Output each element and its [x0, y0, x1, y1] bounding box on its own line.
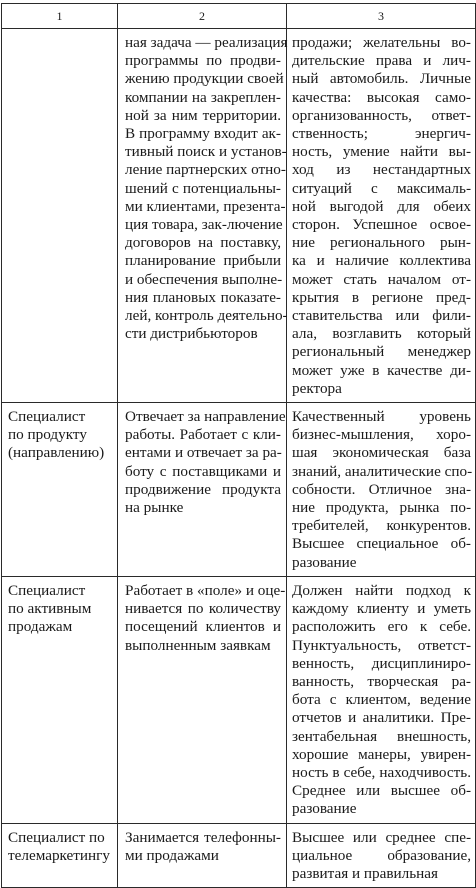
text-line: Среднее или высшее об- [292, 782, 471, 800]
column-header-2: 2 [118, 4, 287, 29]
text-line: боту с поставщиками и [125, 462, 281, 480]
text-line: Высшее или среднее спе- [292, 828, 471, 846]
text-line: жению продукции своей [125, 70, 284, 88]
requirements-cell [287, 823, 476, 888]
text-line: Отвечает за направление [125, 408, 286, 426]
text-line: по продукту [8, 426, 87, 444]
duties-cell [118, 403, 287, 577]
position-name-cell [2, 823, 118, 888]
text-line: Качественный уровень [292, 408, 471, 426]
text-line: Пунктуальность, ответст- [292, 636, 471, 654]
text-line: ния плановых показате- [125, 288, 281, 306]
text-line: шений с потенциальны- [125, 179, 281, 197]
table-row [2, 576, 476, 823]
text-line: региональный менеджер [292, 343, 471, 361]
text-line: ала, возглавить который [292, 325, 471, 343]
text-line: ние регионального рын- [292, 234, 471, 252]
text-line: по активным [8, 600, 92, 618]
text-line: выполненным заявкам [125, 636, 271, 654]
text-line: ление партнерских отно- [125, 161, 286, 179]
text-line: требителей, конкурентов. [292, 517, 471, 535]
text-line: развитая и правильная [292, 864, 439, 882]
column-header-1: 1 [2, 4, 118, 29]
text-line: собности. Отличное зна- [292, 480, 471, 498]
text-line: Занимается телефонны- [125, 828, 281, 846]
text-line: венность, дисциплиниро- [292, 654, 471, 672]
duties-cell [118, 823, 287, 888]
text-line: нивается по количеству [125, 600, 281, 618]
text-line: крытия в регионе пред- [292, 288, 471, 306]
text-line: компании на закреплен- [125, 88, 281, 106]
text-line: ной выгодой для обеих [292, 197, 471, 215]
text-line: дительские права и лич- [292, 52, 471, 70]
text-line: Высшее специальное об- [292, 535, 471, 553]
table-row [2, 823, 476, 888]
text-line: ми продажами [125, 846, 219, 864]
position-name-cell [2, 576, 118, 823]
text-line: каждому клиенту и уметь [292, 600, 471, 618]
text-line: программы по продви- [125, 52, 281, 70]
text-line: разование [292, 800, 357, 818]
text-line: посещений клиентов и [125, 618, 281, 636]
text-line: (направлению) [8, 444, 105, 462]
text-line: продвижение продукта [125, 480, 281, 498]
text-line: сторон. Успешное освое- [292, 216, 471, 234]
column-header-3: 3 [287, 4, 476, 29]
text-line: Специалист по [8, 828, 105, 846]
job-requirements-table [1, 3, 476, 888]
text-line: ция товара, зак-лючение [125, 216, 283, 234]
requirements-cell [287, 403, 476, 577]
text-line: отчетов и аналитики. Пре- [292, 709, 471, 727]
text-line: ние продукта, рынка по- [292, 499, 471, 517]
text-line: шая экономическая база [292, 444, 471, 462]
duties-cell [118, 29, 287, 403]
text-line: договоров на поставку, [125, 234, 281, 252]
text-line: циальное образование, [292, 846, 471, 864]
duties-cell [118, 576, 287, 823]
text-line: ный автомобиль. Личные [292, 70, 471, 88]
text-line: Работает в «поле» и оце- [125, 581, 286, 599]
table-header-row [2, 4, 476, 29]
text-line: продажи; желательны во- [292, 34, 471, 51]
text-line: на рынке [125, 499, 184, 517]
text-line: Специалист [8, 408, 86, 426]
text-line: В программу входит ак- [125, 125, 281, 143]
text-line: планирование прибыли [125, 252, 281, 270]
text-line: Специалист [8, 581, 86, 599]
text-line: знаний, аналитические спо- [292, 462, 473, 480]
text-line: телемаркетингу [8, 846, 110, 864]
text-line: бизнес-мышления, хоро- [292, 426, 471, 444]
text-line: ванность, творческая ра- [292, 672, 471, 690]
text-line: разование [292, 553, 357, 571]
text-line: ственность; энергич- [292, 125, 471, 143]
text-line: может уже в качестве ди- [292, 361, 471, 379]
position-name-cell [2, 403, 118, 577]
text-line: ситуаций с максималь- [292, 179, 471, 197]
text-line: ной за ним территории. [125, 106, 281, 124]
table-row [2, 29, 476, 403]
text-line: сти дистрибьюторов [125, 325, 258, 343]
text-line: качества: высокая само- [292, 88, 471, 106]
text-line: ная задача — реализация [125, 34, 288, 51]
requirements-cell [287, 576, 476, 823]
text-line: организованность, ответ- [292, 106, 471, 124]
text-line: может стать началом от- [292, 270, 471, 288]
text-line: ность, умение найти вы- [292, 143, 471, 161]
text-line: ставительства или фили- [292, 307, 471, 325]
text-line: ход из нестандартных [292, 161, 471, 179]
text-line: ректора [292, 379, 342, 397]
position-name-cell [2, 29, 118, 403]
text-line: тивный поиск и установ- [125, 143, 287, 161]
text-line: работы. Работает с кли- [125, 426, 281, 444]
table-row [2, 403, 476, 577]
text-line: лей, контроль деятельно- [125, 307, 288, 325]
text-line: расположить его к себе. [292, 618, 471, 636]
text-line: хорошие манеры, увирен- [292, 745, 471, 763]
requirements-cell [287, 29, 476, 403]
text-line: продажам [8, 618, 73, 636]
text-line: ентами и отвечает за ра- [125, 444, 282, 462]
text-line: Должен найти подход к [292, 581, 471, 599]
text-line: ми клиентами, презента- [125, 197, 286, 215]
text-line: бота с клиентом, ведение [292, 691, 471, 709]
text-line: и обеспечения выполне- [125, 270, 283, 288]
text-line: зентабельная внешность, [292, 727, 471, 745]
text-line: ность в себе, находчивость. [292, 763, 471, 781]
text-line: ка и наличие коллектива [292, 252, 471, 270]
